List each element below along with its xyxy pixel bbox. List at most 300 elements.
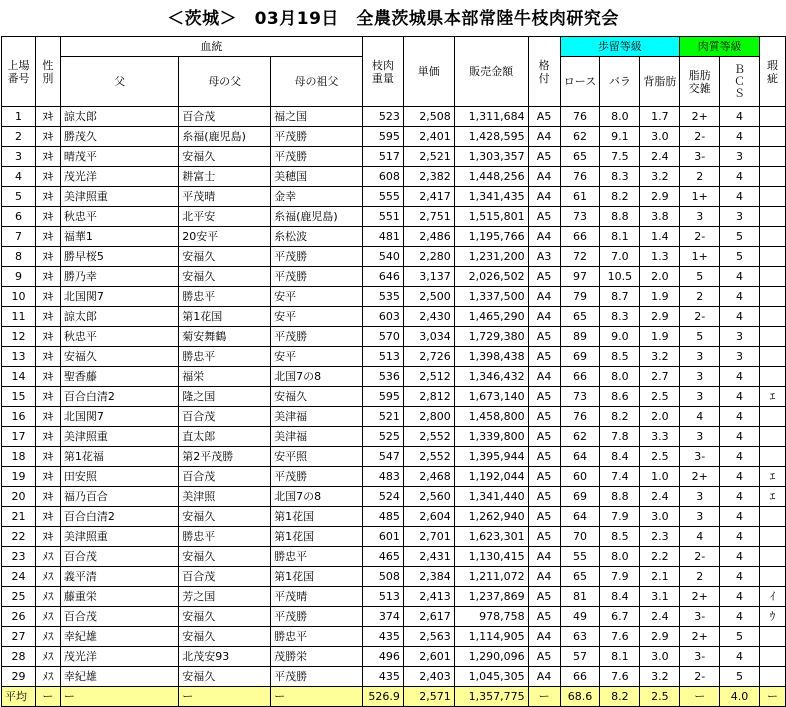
cell-back-fat: 2.4 bbox=[640, 147, 680, 167]
cell-sales-amount: 1,346,432 bbox=[454, 367, 528, 387]
cell-dam-sire: 直太郎 bbox=[179, 427, 271, 447]
cell-sales-amount: 1,311,684 bbox=[454, 107, 528, 127]
cell-dam-grandsire: 北国7の8 bbox=[271, 367, 363, 387]
cell-rib: 8.5 bbox=[600, 527, 640, 547]
cell-rib: 7.0 bbox=[600, 247, 640, 267]
cell-defect: ｴ bbox=[759, 467, 785, 487]
cell-dam-sire: 福栄 bbox=[179, 367, 271, 387]
cell-loin: 79 bbox=[560, 287, 600, 307]
cell-bcs: 4 bbox=[720, 427, 760, 447]
cell-back-fat: 2.0 bbox=[640, 407, 680, 427]
cell-rib: 8.8 bbox=[600, 487, 640, 507]
cell-carcass-weight: 525 bbox=[362, 427, 403, 447]
cell-sales-amount: 1,303,357 bbox=[454, 147, 528, 167]
cell-back-fat: 2.4 bbox=[640, 607, 680, 627]
cell-dam-grandsire: 美津福 bbox=[271, 427, 363, 447]
cell-unit-price: 2,751 bbox=[403, 207, 454, 227]
cell-bcs: 4 bbox=[720, 167, 760, 187]
cell-sales-amount: 1,729,380 bbox=[454, 327, 528, 347]
cell-unit-price: 2,563 bbox=[403, 627, 454, 647]
cell-carcass-weight: 608 bbox=[362, 167, 403, 187]
cell-defect bbox=[759, 667, 785, 687]
cell-lot-number: 11 bbox=[2, 307, 36, 327]
table-row bbox=[2, 267, 786, 287]
cell-defect bbox=[759, 287, 785, 307]
cell-bcs: 4 bbox=[720, 387, 760, 407]
cell-unit-price: 2,417 bbox=[403, 187, 454, 207]
cell-back-fat: 3.0 bbox=[640, 127, 680, 147]
cell-sales-amount: 1,192,044 bbox=[454, 467, 528, 487]
cell-lot-number: 6 bbox=[2, 207, 36, 227]
cell-bcs: 4 bbox=[720, 367, 760, 387]
cell-dam-sire: 百合茂 bbox=[179, 407, 271, 427]
cell-lot-number: 13 bbox=[2, 347, 36, 367]
cell-lot-number: 22 bbox=[2, 527, 36, 547]
cell-sex: ﾒｽ bbox=[35, 627, 60, 647]
cell-dam-grandsire: 平茂勝 bbox=[271, 667, 363, 687]
cell-loin: 66 bbox=[560, 367, 600, 387]
cell-loin: 62 bbox=[560, 127, 600, 147]
cell-rib: 8.3 bbox=[600, 167, 640, 187]
cell-grade: A5 bbox=[528, 467, 560, 487]
cell-dam-sire: 隆之国 bbox=[179, 387, 271, 407]
cell-rib: 8.7 bbox=[600, 287, 640, 307]
cell-dam-sire: 百合茂 bbox=[179, 567, 271, 587]
cell-grade: A4 bbox=[528, 307, 560, 327]
cell-defect bbox=[759, 147, 785, 167]
cell-grade: A5 bbox=[528, 207, 560, 227]
cell-sales-amount: 1,465,290 bbox=[454, 307, 528, 327]
cell-defect bbox=[759, 647, 785, 667]
cell-bcs: 4 bbox=[720, 487, 760, 507]
cell-dam-sire: 第2平茂勝 bbox=[179, 447, 271, 467]
cell-bcs: 4 bbox=[720, 287, 760, 307]
cell-defect bbox=[759, 627, 785, 647]
table-row bbox=[2, 487, 786, 507]
cell-dam-sire: 百合茂 bbox=[179, 467, 271, 487]
cell-marbling: 2- bbox=[680, 227, 720, 247]
cell-unit-price: 2,617 bbox=[403, 607, 454, 627]
cell-dam-grandsire: 勝忠平 bbox=[271, 627, 363, 647]
cell-sex: ﾇｷ bbox=[35, 267, 60, 287]
cell-sire: 第1花福 bbox=[60, 447, 178, 467]
cell-dam-grandsire: 福之国 bbox=[271, 107, 363, 127]
cell-sales-amount: 1,114,905 bbox=[454, 627, 528, 647]
cell-carcass-weight: 547 bbox=[362, 447, 403, 467]
cell-marbling: 2- bbox=[680, 127, 720, 147]
header-yield-grade: 歩留等級 bbox=[560, 37, 680, 57]
cell-dam-sire: 北平安 bbox=[179, 207, 271, 227]
cell-dam-grandsire: 平茂勝 bbox=[271, 607, 363, 627]
cell-lot-number: 12 bbox=[2, 327, 36, 347]
cell-rib: 8.2 bbox=[600, 187, 640, 207]
cell-sire: 北国関7 bbox=[60, 407, 178, 427]
cell-sire: 晴茂平 bbox=[60, 147, 178, 167]
cell-sex: ﾇｷ bbox=[35, 367, 60, 387]
cell-lot-number: 5 bbox=[2, 187, 36, 207]
cell-back-fat: 2.5 bbox=[640, 387, 680, 407]
cell-unit-price: 2,401 bbox=[403, 127, 454, 147]
cell-carcass-weight: 517 bbox=[362, 147, 403, 167]
cell-grade: A5 bbox=[528, 527, 560, 547]
cell-back-fat: 1.4 bbox=[640, 227, 680, 247]
cell-unit-price: 2,384 bbox=[403, 567, 454, 587]
cell-defect bbox=[759, 127, 785, 147]
cell-carcass-weight: 435 bbox=[362, 627, 403, 647]
cell-dam-sire: 芳之国 bbox=[179, 587, 271, 607]
cell-rib: 8.1 bbox=[600, 227, 640, 247]
average-unit-price: 2,571 bbox=[403, 687, 454, 707]
cell-loin: 89 bbox=[560, 327, 600, 347]
auction-results-table bbox=[1, 36, 786, 707]
header-defect: 瑕 疵 bbox=[759, 37, 785, 107]
table-row bbox=[2, 147, 786, 167]
cell-rib: 8.0 bbox=[600, 547, 640, 567]
cell-sire: 北国関7 bbox=[60, 287, 178, 307]
cell-back-fat: 3.2 bbox=[640, 347, 680, 367]
cell-rib: 7.5 bbox=[600, 147, 640, 167]
cell-defect bbox=[759, 347, 785, 367]
cell-marbling: 2 bbox=[680, 287, 720, 307]
cell-back-fat: 3.3 bbox=[640, 427, 680, 447]
cell-bcs: 3 bbox=[720, 327, 760, 347]
table-row bbox=[2, 347, 786, 367]
cell-carcass-weight: 603 bbox=[362, 307, 403, 327]
cell-carcass-weight: 521 bbox=[362, 407, 403, 427]
header-pedigree: 血統 bbox=[60, 37, 362, 57]
cell-marbling: 2- bbox=[680, 667, 720, 687]
cell-lot-number: 16 bbox=[2, 407, 36, 427]
cell-back-fat: 3.8 bbox=[640, 207, 680, 227]
cell-defect bbox=[759, 307, 785, 327]
cell-back-fat: 2.1 bbox=[640, 567, 680, 587]
cell-bcs: 3 bbox=[720, 147, 760, 167]
table-row bbox=[2, 207, 786, 227]
cell-unit-price: 2,430 bbox=[403, 307, 454, 327]
cell-grade: A4 bbox=[528, 287, 560, 307]
cell-loin: 76 bbox=[560, 167, 600, 187]
cell-dam-grandsire: 金幸 bbox=[271, 187, 363, 207]
cell-rib: 8.4 bbox=[600, 447, 640, 467]
cell-sex: ﾇｷ bbox=[35, 507, 60, 527]
average-defect: ー bbox=[759, 687, 785, 707]
cell-unit-price: 3,034 bbox=[403, 327, 454, 347]
cell-loin: 64 bbox=[560, 507, 600, 527]
cell-sales-amount: 1,341,440 bbox=[454, 487, 528, 507]
cell-back-fat: 2.9 bbox=[640, 187, 680, 207]
header-sire: 父 bbox=[60, 57, 178, 107]
cell-marbling: 2+ bbox=[680, 107, 720, 127]
cell-sex: ﾇｷ bbox=[35, 487, 60, 507]
header-lot-number: 上場 番号 bbox=[2, 37, 36, 107]
cell-defect bbox=[759, 527, 785, 547]
cell-lot-number: 7 bbox=[2, 227, 36, 247]
cell-rib: 8.8 bbox=[600, 207, 640, 227]
cell-lot-number: 15 bbox=[2, 387, 36, 407]
header-back-fat: 背脂肪 bbox=[640, 57, 680, 107]
cell-defect bbox=[759, 267, 785, 287]
cell-dam-grandsire: 平茂勝 bbox=[271, 267, 363, 287]
cell-grade: A5 bbox=[528, 487, 560, 507]
cell-unit-price: 3,137 bbox=[403, 267, 454, 287]
cell-marbling: 3- bbox=[680, 447, 720, 467]
cell-sales-amount: 1,211,072 bbox=[454, 567, 528, 587]
table-row bbox=[2, 667, 786, 687]
cell-loin: 55 bbox=[560, 547, 600, 567]
cell-loin: 69 bbox=[560, 347, 600, 367]
cell-dam-sire: 糸福(鹿児島) bbox=[179, 127, 271, 147]
cell-dam-grandsire: 平茂勝 bbox=[271, 467, 363, 487]
cell-loin: 65 bbox=[560, 307, 600, 327]
cell-back-fat: 2.3 bbox=[640, 527, 680, 547]
cell-dam-grandsire: 平茂勝 bbox=[271, 147, 363, 167]
cell-dam-sire: 菊安舞鶴 bbox=[179, 327, 271, 347]
cell-bcs: 3 bbox=[720, 347, 760, 367]
cell-rib: 8.1 bbox=[600, 647, 640, 667]
header-meat-quality-grade: 肉質等級 bbox=[680, 37, 760, 57]
cell-sex: ﾇｷ bbox=[35, 467, 60, 487]
header-rib: バラ bbox=[600, 57, 640, 107]
cell-sire: 藤重栄 bbox=[60, 587, 178, 607]
cell-defect bbox=[759, 447, 785, 467]
cell-bcs: 4 bbox=[720, 567, 760, 587]
cell-bcs: 3 bbox=[720, 207, 760, 227]
cell-loin: 64 bbox=[560, 447, 600, 467]
cell-marbling: 3- bbox=[680, 147, 720, 167]
cell-lot-number: 26 bbox=[2, 607, 36, 627]
cell-bcs: 4 bbox=[720, 127, 760, 147]
cell-sex: ﾇｷ bbox=[35, 227, 60, 247]
cell-sire: 諒太郎 bbox=[60, 107, 178, 127]
cell-back-fat: 2.5 bbox=[640, 447, 680, 467]
cell-dam-grandsire: 安平 bbox=[271, 347, 363, 367]
cell-defect bbox=[759, 247, 785, 267]
cell-dam-sire: 平茂晴 bbox=[179, 187, 271, 207]
cell-rib: 7.6 bbox=[600, 667, 640, 687]
cell-loin: 66 bbox=[560, 227, 600, 247]
cell-sales-amount: 1,341,435 bbox=[454, 187, 528, 207]
cell-lot-number: 21 bbox=[2, 507, 36, 527]
cell-grade: A5 bbox=[528, 607, 560, 627]
table-row bbox=[2, 627, 786, 647]
cell-marbling: 3 bbox=[680, 427, 720, 447]
cell-sales-amount: 1,395,944 bbox=[454, 447, 528, 467]
cell-sales-amount: 1,130,415 bbox=[454, 547, 528, 567]
cell-unit-price: 2,560 bbox=[403, 487, 454, 507]
cell-grade: A5 bbox=[528, 647, 560, 667]
cell-sales-amount: 978,758 bbox=[454, 607, 528, 627]
header-marbling: 脂肪 交雑 bbox=[680, 57, 720, 107]
cell-back-fat: 1.9 bbox=[640, 287, 680, 307]
cell-lot-number: 24 bbox=[2, 567, 36, 587]
cell-back-fat: 2.0 bbox=[640, 267, 680, 287]
cell-lot-number: 1 bbox=[2, 107, 36, 127]
cell-grade: A4 bbox=[528, 627, 560, 647]
cell-lot-number: 20 bbox=[2, 487, 36, 507]
cell-sire: 秋忠平 bbox=[60, 207, 178, 227]
cell-sex: ﾇｷ bbox=[35, 327, 60, 347]
cell-carcass-weight: 536 bbox=[362, 367, 403, 387]
cell-sex: ﾒｽ bbox=[35, 647, 60, 667]
cell-loin: 97 bbox=[560, 267, 600, 287]
cell-sex: ﾇｷ bbox=[35, 427, 60, 447]
cell-back-fat: 3.0 bbox=[640, 647, 680, 667]
cell-carcass-weight: 523 bbox=[362, 107, 403, 127]
cell-grade: A5 bbox=[528, 427, 560, 447]
cell-rib: 8.3 bbox=[600, 307, 640, 327]
cell-carcass-weight: 374 bbox=[362, 607, 403, 627]
cell-dam-grandsire: 平茂勝 bbox=[271, 327, 363, 347]
cell-grade: A5 bbox=[528, 407, 560, 427]
cell-defect bbox=[759, 107, 785, 127]
cell-dam-sire: 安福久 bbox=[179, 267, 271, 287]
cell-sex: ﾒｽ bbox=[35, 587, 60, 607]
cell-defect bbox=[759, 227, 785, 247]
cell-marbling: 3 bbox=[680, 487, 720, 507]
cell-sex: ﾇｷ bbox=[35, 307, 60, 327]
cell-rib: 6.7 bbox=[600, 607, 640, 627]
cell-sex: ﾒｽ bbox=[35, 607, 60, 627]
cell-sex: ﾇｷ bbox=[35, 387, 60, 407]
table-row bbox=[2, 447, 786, 467]
cell-sales-amount: 1,623,301 bbox=[454, 527, 528, 547]
average-carcass-weight: 526.9 bbox=[362, 687, 403, 707]
cell-marbling: 2+ bbox=[680, 587, 720, 607]
cell-unit-price: 2,552 bbox=[403, 447, 454, 467]
cell-marbling: 2- bbox=[680, 547, 720, 567]
cell-lot-number: 18 bbox=[2, 447, 36, 467]
cell-defect bbox=[759, 547, 785, 567]
cell-dam-grandsire: 勝忠平 bbox=[271, 547, 363, 567]
header-loin: ロース bbox=[560, 57, 600, 107]
cell-unit-price: 2,726 bbox=[403, 347, 454, 367]
cell-sales-amount: 1,339,800 bbox=[454, 427, 528, 447]
cell-loin: 72 bbox=[560, 247, 600, 267]
cell-carcass-weight: 570 bbox=[362, 327, 403, 347]
cell-defect bbox=[759, 327, 785, 347]
cell-sales-amount: 1,398,438 bbox=[454, 347, 528, 367]
table-row bbox=[2, 467, 786, 487]
cell-carcass-weight: 485 bbox=[362, 507, 403, 527]
cell-sex: ﾇｷ bbox=[35, 187, 60, 207]
cell-dam-grandsire: 安平 bbox=[271, 307, 363, 327]
cell-rib: 8.0 bbox=[600, 107, 640, 127]
table-row bbox=[2, 227, 786, 247]
cell-dam-sire: 美津照 bbox=[179, 487, 271, 507]
average-sales-amount: 1,357,775 bbox=[454, 687, 528, 707]
table-row bbox=[2, 427, 786, 447]
cell-sex: ﾇｷ bbox=[35, 527, 60, 547]
table-row bbox=[2, 107, 786, 127]
cell-sex: ﾇｷ bbox=[35, 107, 60, 127]
header-dam-grandsire: 母の祖父 bbox=[271, 57, 363, 107]
cell-sire: 百合茂 bbox=[60, 547, 178, 567]
cell-back-fat: 2.9 bbox=[640, 627, 680, 647]
cell-sex: ﾇｷ bbox=[35, 167, 60, 187]
cell-carcass-weight: 435 bbox=[362, 667, 403, 687]
cell-loin: 73 bbox=[560, 207, 600, 227]
average-rib: 8.2 bbox=[600, 687, 640, 707]
average-dam-grandsire: ー bbox=[271, 687, 363, 707]
cell-back-fat: 3.1 bbox=[640, 587, 680, 607]
cell-dam-sire: 北茂安93 bbox=[179, 647, 271, 667]
cell-marbling: 4 bbox=[680, 407, 720, 427]
cell-sire: 福乃百合 bbox=[60, 487, 178, 507]
cell-dam-sire: 安福久 bbox=[179, 607, 271, 627]
cell-sales-amount: 1,045,305 bbox=[454, 667, 528, 687]
cell-sales-amount: 1,458,800 bbox=[454, 407, 528, 427]
cell-grade: A4 bbox=[528, 167, 560, 187]
cell-loin: 76 bbox=[560, 407, 600, 427]
cell-lot-number: 8 bbox=[2, 247, 36, 267]
cell-defect bbox=[759, 407, 785, 427]
cell-sire: 百合茂 bbox=[60, 607, 178, 627]
cell-dam-grandsire: 平茂勝 bbox=[271, 247, 363, 267]
cell-back-fat: 2.4 bbox=[640, 487, 680, 507]
cell-marbling: 3- bbox=[680, 647, 720, 667]
average-grade: ー bbox=[528, 687, 560, 707]
cell-dam-sire: 安福久 bbox=[179, 507, 271, 527]
cell-defect: ｲ bbox=[759, 587, 785, 607]
cell-dam-sire: 安福久 bbox=[179, 247, 271, 267]
cell-loin: 49 bbox=[560, 607, 600, 627]
cell-rib: 9.1 bbox=[600, 127, 640, 147]
cell-sire: 百合白清2 bbox=[60, 507, 178, 527]
cell-carcass-weight: 513 bbox=[362, 347, 403, 367]
cell-dam-grandsire: 第1花国 bbox=[271, 527, 363, 547]
cell-sales-amount: 1,262,940 bbox=[454, 507, 528, 527]
cell-grade: A4 bbox=[528, 127, 560, 147]
cell-defect: ｴ bbox=[759, 387, 785, 407]
cell-marbling: 3 bbox=[680, 207, 720, 227]
cell-sales-amount: 1,448,256 bbox=[454, 167, 528, 187]
cell-marbling: 2+ bbox=[680, 467, 720, 487]
cell-back-fat: 3.2 bbox=[640, 667, 680, 687]
cell-dam-grandsire: 安福久 bbox=[271, 387, 363, 407]
cell-sex: ﾇｷ bbox=[35, 147, 60, 167]
cell-sex: ﾇｷ bbox=[35, 207, 60, 227]
cell-dam-sire: 百合茂 bbox=[179, 107, 271, 127]
cell-sex: ﾇｷ bbox=[35, 247, 60, 267]
cell-back-fat: 3.0 bbox=[640, 507, 680, 527]
table-row bbox=[2, 527, 786, 547]
cell-marbling: 3 bbox=[680, 367, 720, 387]
table-row bbox=[2, 167, 786, 187]
cell-dam-sire: 20安平 bbox=[179, 227, 271, 247]
cell-bcs: 4 bbox=[720, 507, 760, 527]
cell-loin: 81 bbox=[560, 587, 600, 607]
cell-dam-sire: 安福久 bbox=[179, 547, 271, 567]
cell-bcs: 4 bbox=[720, 187, 760, 207]
cell-marbling: 3- bbox=[680, 607, 720, 627]
table-row bbox=[2, 127, 786, 147]
cell-carcass-weight: 513 bbox=[362, 587, 403, 607]
cell-back-fat: 2.9 bbox=[640, 307, 680, 327]
cell-rib: 8.4 bbox=[600, 587, 640, 607]
cell-bcs: 4 bbox=[720, 467, 760, 487]
cell-rib: 7.9 bbox=[600, 507, 640, 527]
cell-sales-amount: 1,515,801 bbox=[454, 207, 528, 227]
cell-loin: 65 bbox=[560, 147, 600, 167]
cell-dam-sire: 安福久 bbox=[179, 667, 271, 687]
cell-grade: A4 bbox=[528, 567, 560, 587]
header-bcs: Ｂ Ｃ Ｓ bbox=[720, 57, 760, 107]
table-row bbox=[2, 327, 786, 347]
table-row bbox=[2, 507, 786, 527]
cell-rib: 7.8 bbox=[600, 427, 640, 447]
cell-defect bbox=[759, 507, 785, 527]
cell-loin: 70 bbox=[560, 527, 600, 547]
